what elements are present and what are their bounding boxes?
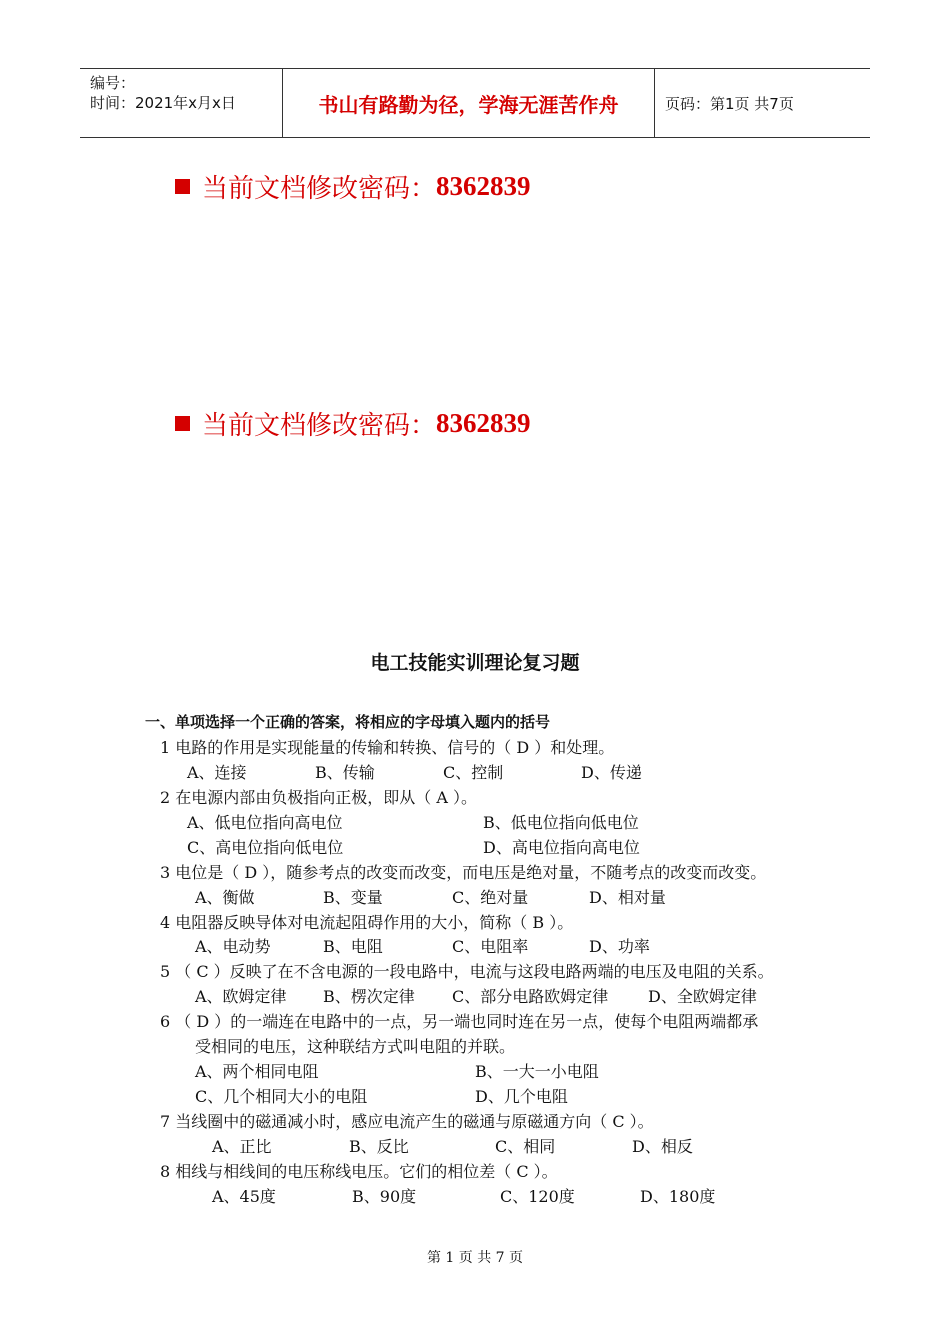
option-b: B、传输: [315, 763, 375, 782]
option-a: A、正比: [212, 1137, 272, 1156]
password-notice: [175, 168, 531, 205]
header-page-info: 页码：第1页 共7页: [665, 94, 794, 113]
section-heading: 一、单项选择一个正确的答案，将相应的字母填入题内的括号: [145, 713, 551, 731]
option-b: B、低电位指向低电位: [483, 813, 639, 832]
option-d: D、传递: [581, 763, 642, 782]
option-a: A、欧姆定律: [195, 987, 287, 1006]
option-d: D、几个电阻: [475, 1087, 568, 1106]
document-title: 电工技能实训理论复习题: [370, 652, 580, 674]
option-b: B、楞次定律: [323, 987, 415, 1006]
password-label: 当前文档修改密码：: [202, 174, 437, 204]
question-7: 7 当线圈中的磁通减小时，感应电流产生的磁通与原磁通方向（ C ）。: [160, 1112, 654, 1131]
option-a: A、两个相同电阻: [195, 1062, 319, 1081]
option-c: C、控制: [443, 763, 504, 782]
option-c: C、几个相同大小的电阻: [195, 1087, 368, 1106]
password-code: 8362839: [436, 408, 531, 438]
document-header: [80, 68, 870, 138]
option-d: D、功率: [589, 937, 650, 956]
question-1: 1 电路的作用是实现能量的传输和转换、信号的（ D ）和处理。: [160, 738, 615, 757]
header-motto: 书山有路勤为径，学海无涯苦作舟: [282, 69, 655, 137]
question-5: 5 （ C ）反映了在不含电源的一段电路中，电流与这段电路两端的电压及电阻的关系。: [160, 962, 774, 981]
time-label: 时间：2021年x月x日: [90, 94, 236, 112]
question-2: 2 在电源内部由负极指向正极，即从（ A ）。: [160, 788, 477, 807]
question-8: 8 相线与相线间的电压称线电压。它们的相位差（ C ）。: [160, 1162, 558, 1181]
password-code: 8362839: [436, 171, 531, 201]
question-4: 4 电阻器反映导体对电流起阻碍作用的大小，简称（ B ）。: [160, 913, 574, 932]
option-a: A、连接: [187, 763, 247, 782]
option-d: D、全欧姆定律: [648, 987, 757, 1006]
question-6: 6 （ D ）的一端连在电路中的一点，另一端也同时连在另一点，使每个电阻两端都承: [160, 1012, 759, 1031]
question-6-continued: 受相同的电压，这种联结方式叫电阻的并联。: [195, 1037, 516, 1056]
option-b: B、变量: [323, 888, 383, 907]
option-d: D、高电位指向高电位: [483, 838, 640, 857]
option-c: C、120度: [500, 1187, 575, 1206]
option-d: D、相对量: [589, 888, 666, 907]
option-c: C、电阻率: [452, 937, 529, 956]
option-c: C、高电位指向低电位: [187, 838, 344, 857]
option-b: B、90度: [352, 1187, 417, 1206]
option-a: A、电动势: [195, 937, 271, 956]
page-footer: 第 1 页 共 7 页: [426, 1250, 524, 1266]
option-c: C、部分电路欧姆定律: [452, 987, 609, 1006]
password-label: 当前文档修改密码：: [202, 411, 437, 441]
option-a: A、衡做: [195, 888, 255, 907]
option-c: C、相同: [495, 1137, 556, 1156]
option-c: C、绝对量: [452, 888, 529, 907]
option-a: A、低电位指向高电位: [187, 813, 343, 832]
number-label: 编号：: [90, 74, 136, 92]
option-b: B、反比: [349, 1137, 409, 1156]
option-b: B、电阻: [323, 937, 383, 956]
option-a: A、45度: [212, 1187, 276, 1206]
question-3: 3 电位是（ D ），随参考点的改变而改变，而电压是绝对量，不随考点的改变而改变。: [160, 863, 767, 882]
red-square-icon: [175, 416, 190, 431]
red-square-icon: [175, 179, 190, 194]
password-notice: [175, 405, 531, 442]
option-d: D、180度: [640, 1187, 716, 1206]
option-d: D、相反: [632, 1137, 693, 1156]
option-b: B、一大一小电阻: [475, 1062, 599, 1081]
header-left-cell: [80, 69, 282, 137]
